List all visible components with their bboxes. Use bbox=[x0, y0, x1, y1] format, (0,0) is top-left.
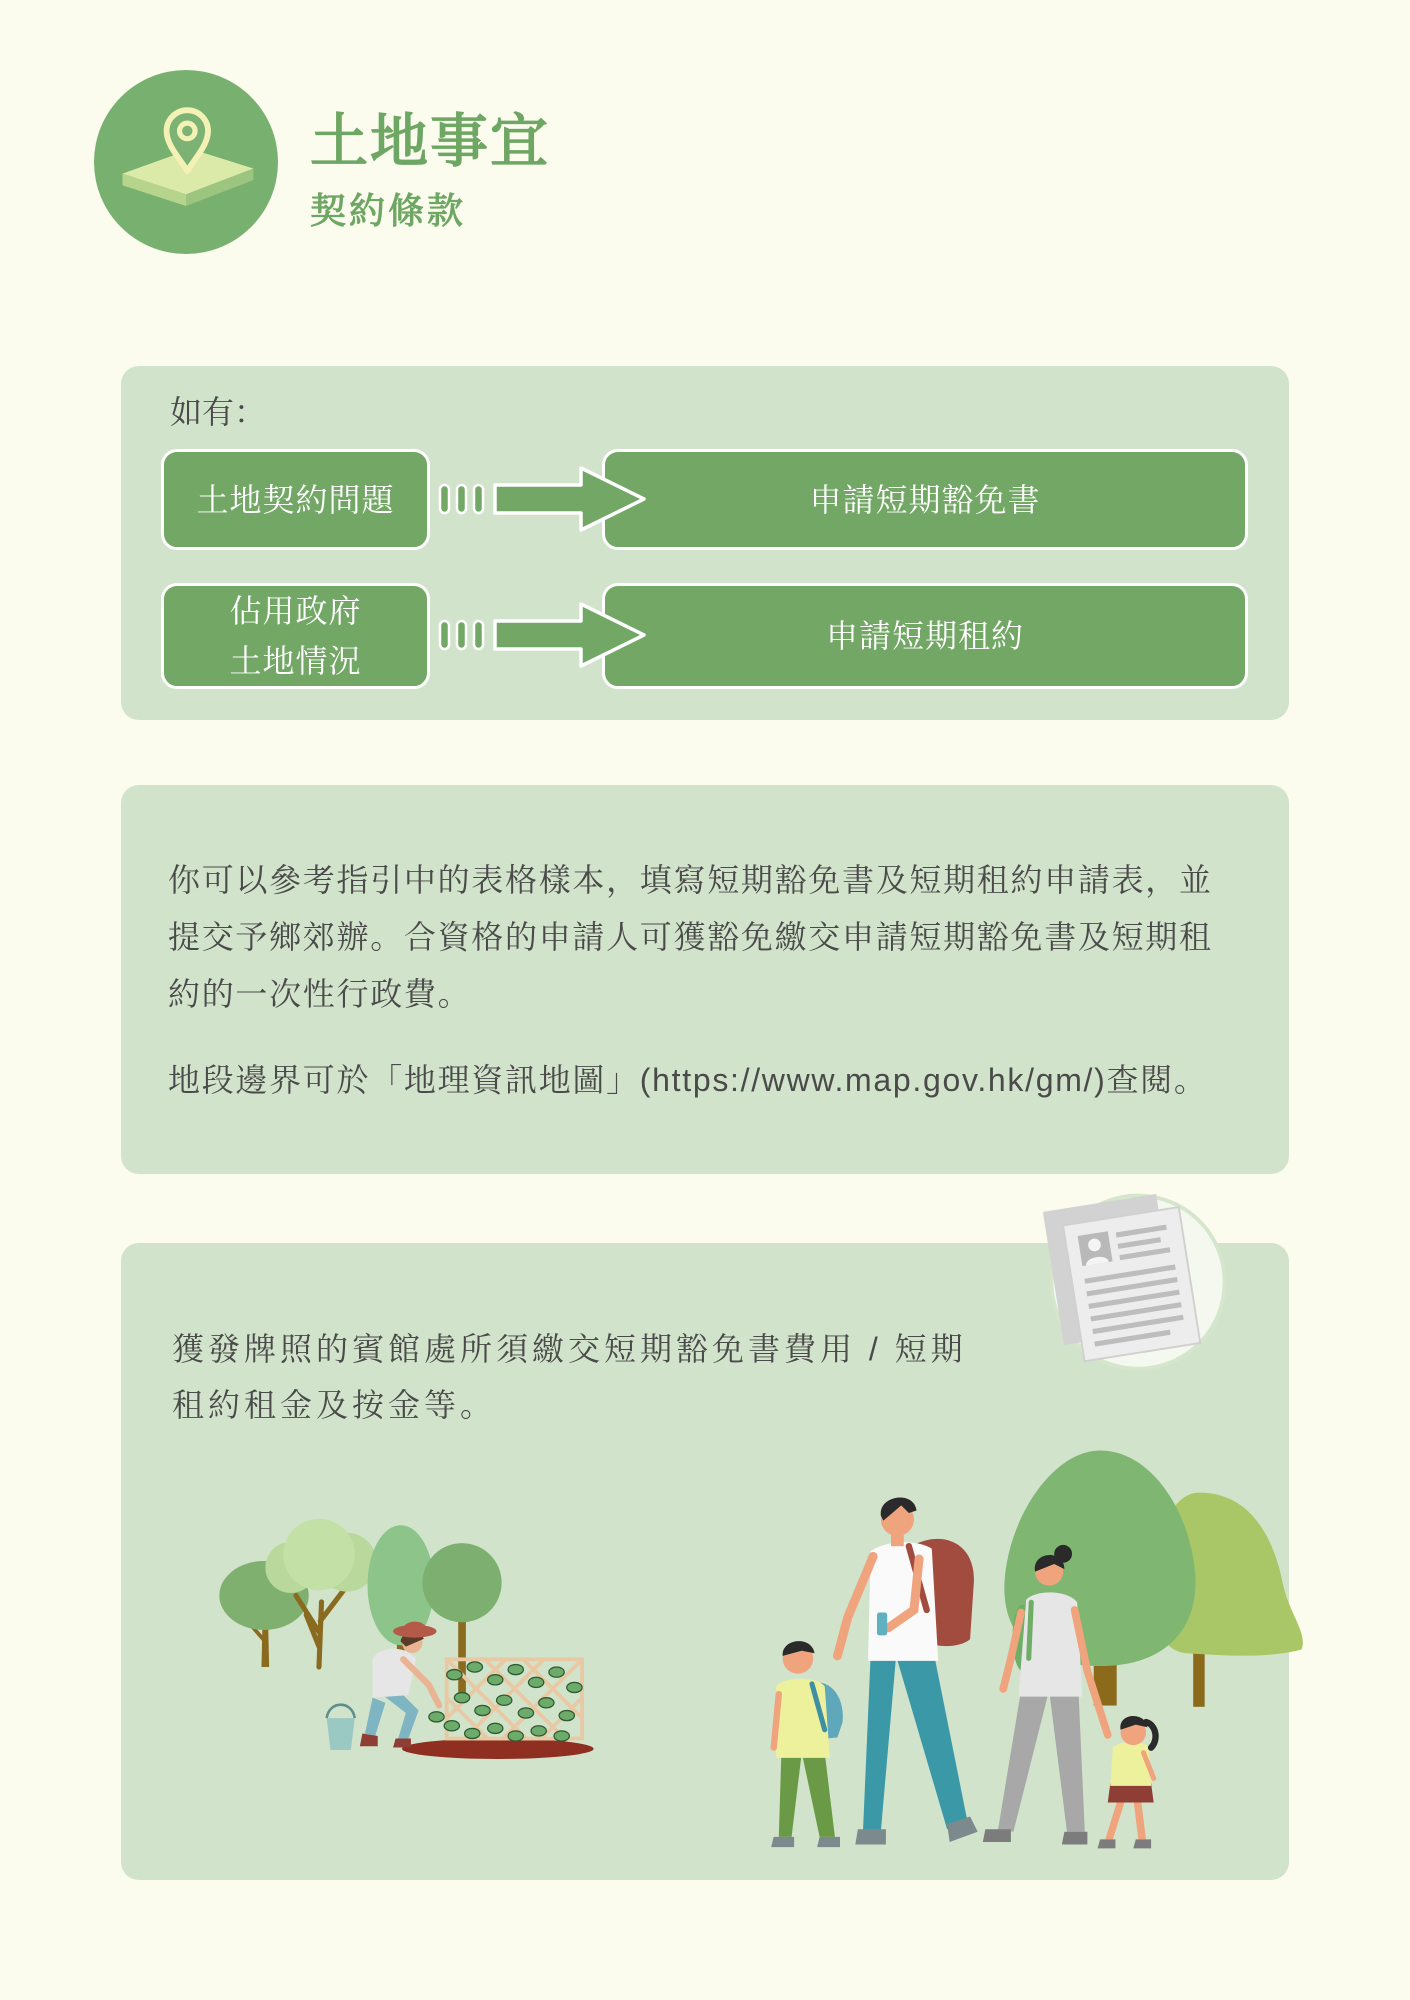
family-hiking-illustration bbox=[766, 1448, 1308, 1856]
conditions-panel bbox=[121, 366, 1289, 720]
conditions-intro: 如有： bbox=[170, 394, 267, 430]
document-with-photo-icon bbox=[1040, 1180, 1231, 1378]
page-subtitle: 契約條款 bbox=[310, 190, 467, 231]
info-paragraph-line: 你可以參考指引中的表格樣本，填寫短期豁免書及短期租約申請表，並 bbox=[168, 862, 1213, 898]
action-box-short-term-tenancy bbox=[602, 583, 1248, 689]
info-paragraph-line: 提交予鄉郊辦。合資格的申請人可獲豁免繳交申請短期豁免書及短期租 bbox=[168, 919, 1213, 955]
action-label: 申請短期豁免書 bbox=[809, 481, 1041, 518]
fees-text-line: 獲發牌照的賓館處所須繳交短期豁免書費用 / 短期 bbox=[172, 1331, 967, 1367]
condition-box-land-lease bbox=[161, 449, 430, 550]
location-pin-on-land-icon bbox=[94, 70, 278, 254]
boy bbox=[771, 1641, 843, 1847]
condition-label-line-1: 佔用政府 bbox=[229, 593, 362, 629]
right-arrow-icon bbox=[438, 459, 648, 539]
gardening-illustration bbox=[204, 1506, 600, 1768]
soil bbox=[402, 1739, 594, 1759]
fees-text-line: 租約租金及按金等。 bbox=[172, 1387, 497, 1423]
man bbox=[837, 1497, 977, 1844]
action-box-short-term-waiver bbox=[602, 449, 1248, 550]
right-arrow-icon bbox=[438, 595, 648, 675]
map-note: 地段邊界可於「地理資訊地圖」(https://www.map.gov.hk/gm/)查閱。 bbox=[168, 1062, 1208, 1098]
info-paragraph-line: 約的一次性行政費。 bbox=[168, 976, 472, 1012]
action-label: 申請短期租約 bbox=[825, 618, 1024, 654]
condition-box-government-land bbox=[161, 583, 430, 689]
page-title: 土地事宜 bbox=[310, 109, 551, 174]
condition-label-line-2: 土地情況 bbox=[229, 643, 362, 679]
info-panel bbox=[121, 785, 1289, 1174]
condition-label: 土地契約問題 bbox=[196, 481, 395, 518]
bucket bbox=[327, 1705, 355, 1750]
